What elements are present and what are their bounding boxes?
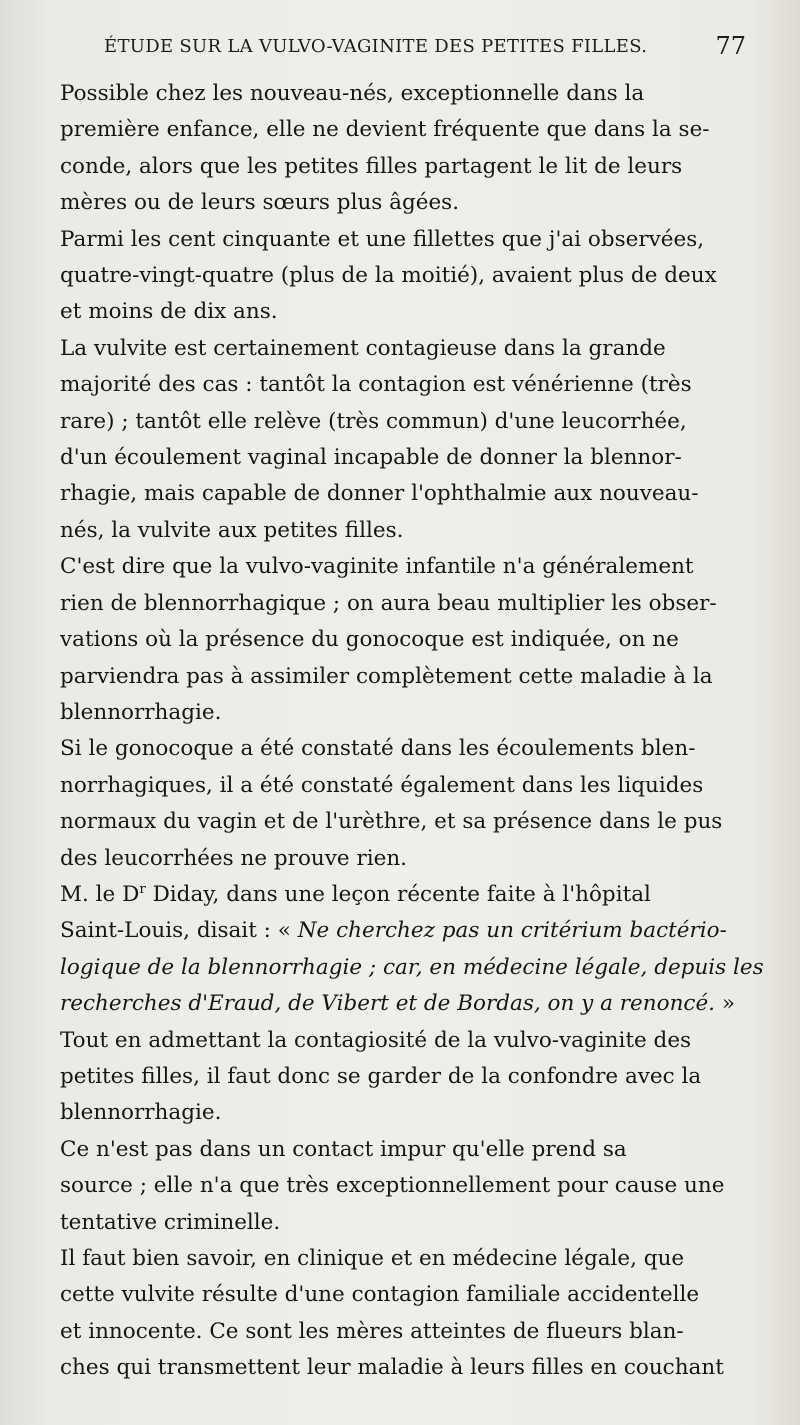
page-number: 77 [715, 32, 746, 60]
superscript: r [139, 881, 146, 897]
paragraph [34, 76, 764, 222]
text-line: cette vulvite résulte d'une contagion familiale accidentelle [60, 1282, 700, 1308]
text-line: et moins de dix ans. [60, 299, 278, 325]
text-line: Tout en admettant la contagiosité de la vulvo-vaginite des [60, 1027, 692, 1053]
text-line: conde, alors que les petites filles partagent le lit de leurs [60, 153, 683, 179]
text-line: Possible chez les nouveau-nés, exceptionnelle dans la [60, 81, 645, 106]
text-run: Diday, dans une leçon récente faite à l'hôpital [145, 881, 651, 907]
text-run: M. le D [60, 881, 140, 907]
italic-quote: Ne cherchez pas un critérium bactério- [297, 918, 727, 944]
text-line: rhagie, mais capable de donner l'ophthalmie aux nouveau- [60, 481, 699, 507]
text-run: Saint-Louis, disait : « [60, 918, 298, 944]
text-line: source ; elle n'a que très exceptionnellement pour cause une [60, 1173, 725, 1199]
text-line [34, 986, 764, 1022]
paragraph [34, 222, 764, 331]
text-line: normaux du vagin et de l'urèthre, et sa présence dans le pus [60, 809, 723, 835]
text-line: ches qui transmettent leur maladie à leurs filles en couchant [60, 1355, 724, 1381]
text-line: rare) ; tantôt elle relève (très commun) d'une leucorrhée, [60, 408, 687, 434]
text-line [34, 950, 764, 986]
text-line: vations où la présence du gonocoque est indiquée, on ne [60, 627, 679, 653]
text-line: quatre-vingt-quatre (plus de la moitié), avaient plus de deux [60, 263, 717, 289]
text-line: et innocente. Ce sont les mères atteintes de flueurs blan- [60, 1318, 684, 1344]
text-line: rien de blennorrhagique ; on aura beau multiplier les obser- [60, 590, 717, 616]
italic-quote: logique de la blennorrhagie ; car, en médecine légale, depuis les [60, 954, 764, 980]
text-line: C'est dire que la vulvo-vaginite infantile n'a généralement [60, 554, 694, 580]
text-line: parviendra pas à assimiler complètement cette maladie à la [60, 663, 713, 689]
text-line: Ce n'est pas dans un contact impur qu'elle prend sa [60, 1136, 627, 1162]
text-line: blennorrhagie. [60, 699, 222, 725]
text-line [34, 913, 764, 949]
text-line: petites filles, il faut donc se garder de la confondre avec la [60, 1063, 702, 1089]
italic-quote: recherches d'Eraud, de Vibert et de Bordas, on y a renoncé. [60, 991, 716, 1017]
paragraph [34, 331, 764, 549]
text-line: Parmi les cent cinquante et une fillettes que j'ai observées, [60, 226, 705, 252]
text-line: première enfance, elle ne devient fréquente que dans la se- [60, 117, 710, 143]
text-line: des leucorrhées ne prouve rien. [60, 845, 408, 871]
text-line: tentative criminelle. [60, 1209, 281, 1235]
paragraph [34, 1023, 764, 1132]
paragraph [34, 1132, 764, 1241]
text-line: norrhagiques, il a été constaté également dans les liquides [60, 772, 704, 798]
text-line: blennorrhagie. [60, 1100, 222, 1126]
paragraph [34, 731, 764, 877]
text-line [34, 877, 764, 913]
text-run: » [715, 991, 736, 1017]
body-text [34, 76, 764, 1387]
text-line: Si le gonocoque a été constaté dans les écoulements blen- [60, 736, 696, 762]
text-line: nés, la vulvite aux petites filles. [60, 517, 404, 543]
page-header [104, 34, 760, 64]
paragraph-quotation [34, 877, 764, 1023]
text-line: mères ou de leurs sœurs plus âgées. [60, 190, 460, 216]
text-line: majorité des cas : tantôt la contagion est vénérienne (très [60, 372, 692, 398]
text-line: La vulvite est certainement contagieuse dans la grande [60, 335, 666, 361]
paragraph [34, 1241, 764, 1387]
running-title: ÉTUDE SUR LA VULVO-VAGINITE DES PETITES FILLES. [104, 36, 648, 57]
text-line: d'un écoulement vaginal incapable de donner la blennor- [60, 445, 682, 471]
paragraph [34, 549, 764, 731]
text-line: Il faut bien savoir, en clinique et en médecine légale, que [60, 1246, 685, 1271]
